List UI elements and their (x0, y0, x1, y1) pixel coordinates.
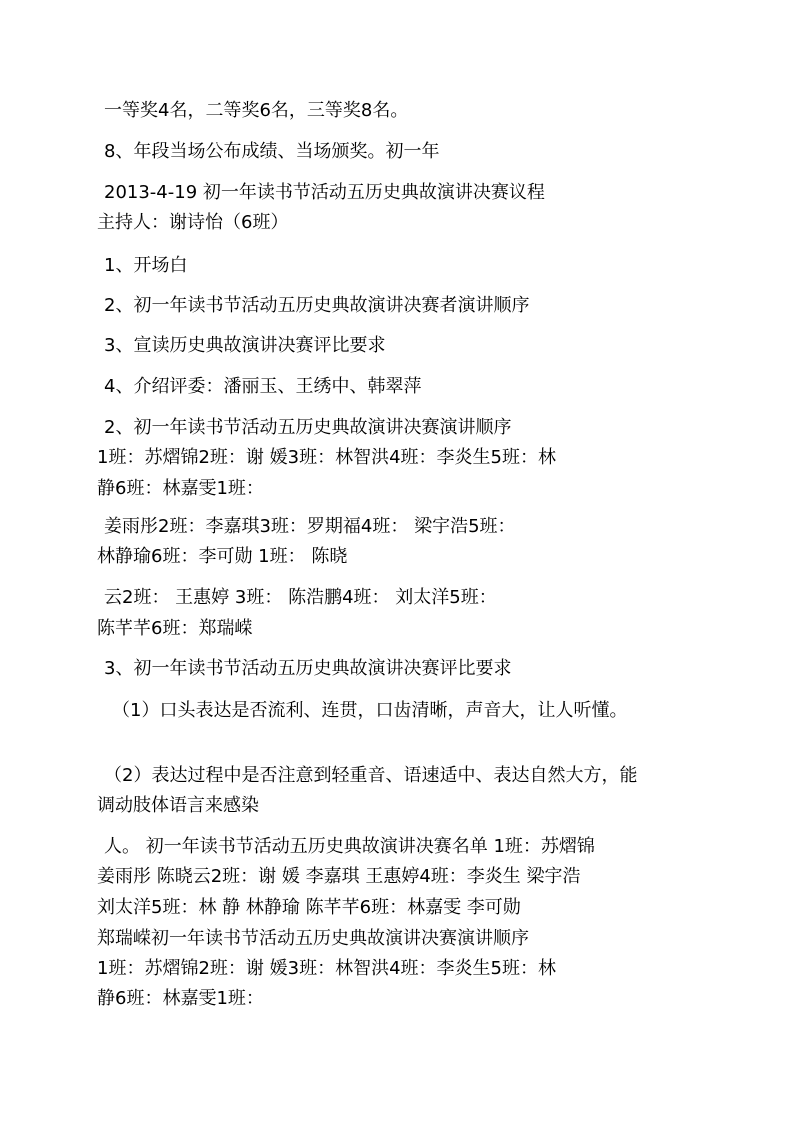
text-line: 4、介绍评委：潘丽玉、王绣中、韩翠萍 (104, 376, 422, 397)
text-line: 主持人：谢诗怡（6班） (97, 212, 289, 233)
text-line: 1、开场白 (104, 255, 188, 276)
text-line: 静6班：林嘉雯1班： (97, 478, 264, 499)
text-line: 静6班：林嘉雯1班： (97, 988, 264, 1009)
text-line: 一等奖4名，二等奖6名，三等奖8名。 (104, 100, 409, 121)
text-line: 姜雨彤 陈晓云2班：谢 媛 李嘉琪 王惠婷4班：李炎生 梁宇浩 (97, 866, 581, 887)
text-line: 刘太洋5班：林 静 林静瑜 陈芊芊6班：林嘉雯 李可勋 (97, 897, 521, 918)
text-line: 云2班： 王惠婷 3班： 陈浩鹏4班： 刘太洋5班： (104, 587, 497, 608)
text-line: 3、初一年读书节活动五历史典故演讲决赛评比要求 (104, 658, 512, 679)
text-line: 1班：苏熠锦2班：谢 媛3班：林智洪4班：李炎生5班：林 (97, 447, 556, 468)
text-line: 3、宣读历史典故演讲决赛评比要求 (104, 335, 386, 356)
text-line: 2013-4-19 初一年读书节活动五历史典故演讲决赛议程 (104, 182, 545, 203)
text-line: 姜雨彤2班：李嘉琪3班：罗期福4班： 梁宇浩5班： (104, 516, 516, 537)
text-line: 1班：苏熠锦2班：谢 媛3班：林智洪4班：李炎生5班：林 (97, 958, 556, 979)
text-line: 8、年段当场公布成绩、当场颁奖。初一年 (104, 141, 440, 162)
text-line: 陈芊芊6班：郑瑞嵘 (97, 618, 253, 639)
text-line: 人。 初一年读书节活动五历史典故演讲决赛名单 1班：苏熠锦 (104, 836, 595, 857)
text-line: （1）口头表达是否流利、连贯，口齿清晰，声音大，让人听懂。 (112, 700, 628, 721)
text-line: 郑瑞嵘初一年读书节活动五历史典故演讲决赛演讲顺序 (97, 928, 529, 949)
text-line: 2、初一年读书节活动五历史典故演讲决赛者演讲顺序 (104, 295, 530, 316)
text-line: 林静瑜6班：李可勋 1班： 陈晓 (97, 546, 348, 567)
text-line: 调动肢体语言来感染 (97, 795, 259, 816)
text-line: （2）表达过程中是否注意到轻重音、语速适中、表达自然大方，能 (104, 765, 638, 786)
text-line: 2、初一年读书节活动五历史典故演讲决赛演讲顺序 (104, 417, 512, 438)
